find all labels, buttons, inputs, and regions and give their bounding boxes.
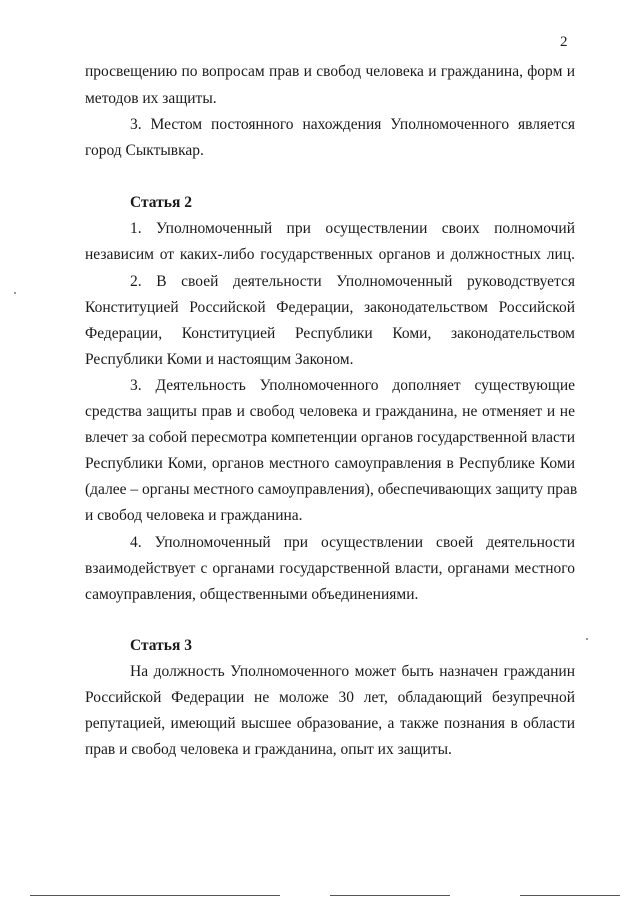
- scan-edge-line: [330, 895, 450, 896]
- text-line: репутацией, имеющий высшее образование, а также познания в области: [85, 715, 575, 732]
- text-line: независим от каких-либо государственных органов и должностных лиц.: [85, 246, 575, 263]
- text-line: Республики Коми, органов местного самоуправления в Республике Коми: [85, 455, 575, 472]
- text-line: 2. В своей деятельности Уполномоченный руководствуется: [130, 273, 575, 290]
- text-line: город Сыктывкар.: [85, 142, 204, 159]
- scan-edge-line: [520, 895, 620, 896]
- scan-speck: [14, 292, 16, 294]
- text-line: 4. Уполномоченный при осуществлении своей деятельности: [130, 534, 575, 551]
- text-line: 3. Местом постоянного нахождения Уполномоченного является: [130, 116, 575, 133]
- text-line: самоуправления, общественными объединениями.: [85, 586, 419, 603]
- text-line: взаимодействует с органами государственной власти, органами местного: [85, 560, 575, 577]
- text-line: 1. Уполномоченный при осуществлении своих полномочий: [130, 220, 575, 237]
- text-line: На должность Уполномоченного может быть назначен гражданин: [130, 663, 575, 680]
- text-line: влечет за собой пересмотра компетенции органов государственной власти: [85, 429, 575, 446]
- text-line: (далее – органы местного самоуправления), обеспечивающих защиту прав: [85, 481, 578, 498]
- text-line: и свобод человека и гражданина.: [85, 507, 303, 524]
- article-heading: Статья 3: [130, 637, 192, 654]
- scan-edge-line: [30, 895, 280, 896]
- text-line: Российской Федерации не моложе 30 лет, обладающий безупречной: [85, 689, 575, 706]
- page-number: 2: [560, 34, 568, 50]
- article-heading: Статья 2: [130, 194, 192, 211]
- text-line: средства защиты прав и свобод человека и гражданина, не отменяет и не: [85, 403, 575, 420]
- text-line: просвещению по вопросам прав и свобод человека и гражданина, форм и: [85, 63, 575, 80]
- text-line: 3. Деятельность Уполномоченного дополняет существующие: [130, 377, 575, 394]
- scan-speck: [586, 638, 588, 640]
- text-line: Федерации, Конституцией Республики Коми, законодательством: [85, 325, 575, 342]
- text-line: Конституцией Российской Федерации, законодательством Российской: [85, 299, 575, 316]
- text-line: прав и свобод человека и гражданина, опыт их защиты.: [85, 741, 452, 758]
- text-line: Республики Коми и настоящим Законом.: [85, 351, 354, 368]
- text-line: методов их защиты.: [85, 90, 217, 107]
